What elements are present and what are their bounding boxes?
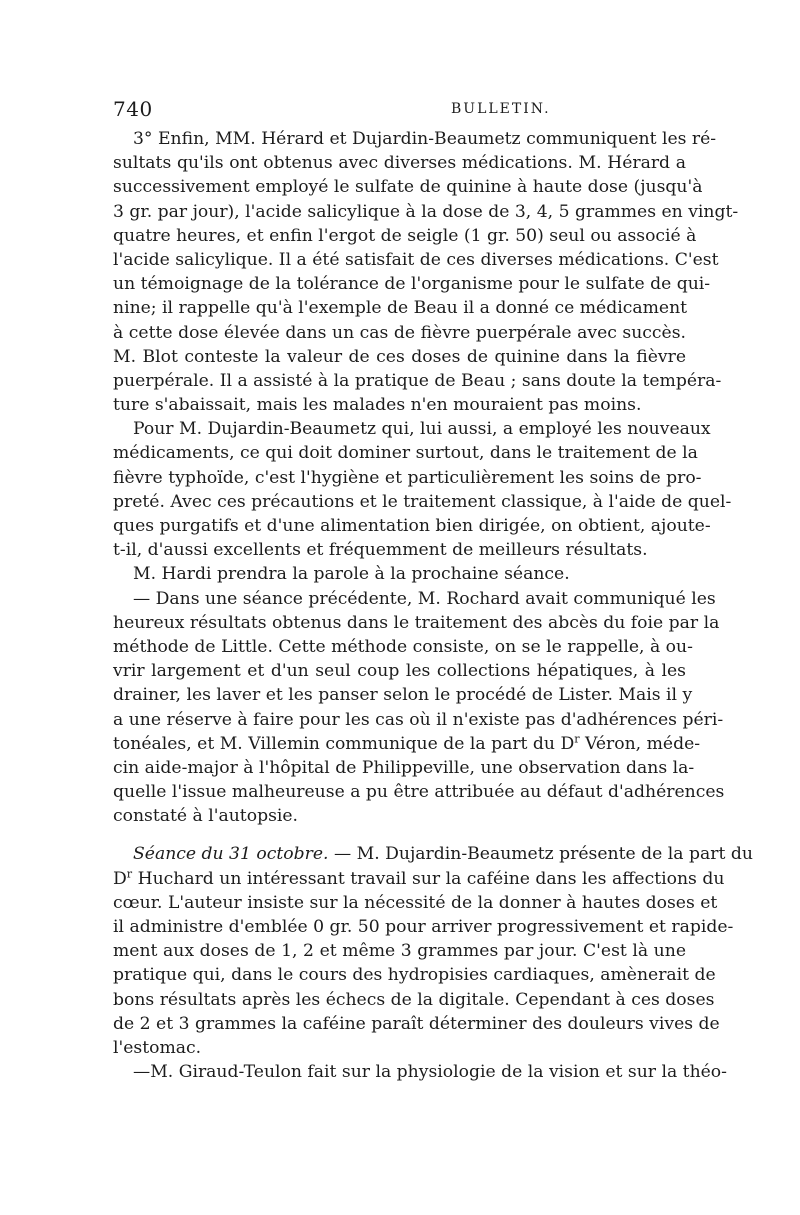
seance-label: Séance du 31 octobre.: [133, 844, 329, 865]
text-line: [113, 866, 725, 891]
page-header: [113, 97, 688, 127]
text-line: constaté à l'autopsie.: [113, 806, 299, 827]
superscript: r: [574, 731, 580, 745]
text-line: pratique qui, dans le cours des hydropisies cardiaques, amènerait de: [113, 965, 716, 986]
body-text: [113, 127, 753, 1084]
paragraph-2: [113, 417, 732, 562]
text-line: heureux résultats obtenus dans le traitement des abcès du foie par la: [113, 612, 720, 633]
text-line: quatre heures, et enfin l'ergot de seigle (1 gr. 50) seul ou associé à: [113, 225, 697, 246]
text-line: puerpérale. Il a assisté à la pratique de Beau ; sans doute la tempéra-: [113, 370, 722, 391]
text-line: M. Hardi prendra la parole à la prochaine séance.: [133, 564, 570, 585]
text-line: ture s'abaissait, mais les malades n'en mouraient pas moins.: [113, 395, 642, 416]
paragraph-5: [113, 842, 753, 1060]
text-line: ment aux doses de 1, 2 et même 3 grammes par jour. C'est là une: [113, 941, 686, 962]
text-line: un témoignage de la tolérance de l'organisme pour le sulfate de qui-: [113, 274, 711, 295]
text-segment: tonéales, et M. Villemin communique de la part du D: [113, 733, 575, 754]
text-line: 3 gr. par jour), l'acide salicylique à la dose de 3, 4, 5 grammes en vingt-: [113, 201, 739, 222]
text-line: médicaments, ce qui doit dominer surtout, dans le traitement de la: [113, 443, 698, 464]
text-line: cin aide-major à l'hôpital de Philippeville, une observation dans la-: [113, 757, 695, 778]
text-line: nine; il rappelle qu'à l'exemple de Beau il a donné ce médicament: [113, 298, 688, 319]
text-line: il administre d'emblée 0 gr. 50 pour arriver progressivement et rapide-: [113, 917, 734, 937]
paragraph-1: [113, 127, 739, 417]
text-line: quelle l'issue malheureuse a pu être attribuée au défaut d'adhérences: [113, 782, 725, 803]
text-line: a une réserve à faire pour les cas où il n'existe pas d'adhérences péri-: [113, 709, 724, 730]
page-number: 740: [113, 97, 153, 121]
text-line: — Dans une séance précédente, M. Rochard avait communiqué les: [133, 588, 716, 609]
paragraph-4: [113, 587, 725, 829]
superscript: r: [126, 866, 133, 880]
text-line: Pour M. Dujardin-Beaumetz qui, lui aussi, a employé les nouveaux: [133, 419, 711, 440]
text-line: bons résultats après les échecs de la digitale. Cependant à ces doses: [113, 989, 715, 1010]
section-gap: [113, 828, 686, 842]
text-line: 3° Enfin, MM. Hérard et Dujardin-Beaumetz communiquent les ré-: [133, 129, 717, 149]
text-line: de 2 et 3 grammes la caféine paraît déterminer des douleurs vives de: [113, 1013, 720, 1034]
text-line: l'acide salicylique. Il a été satisfait de ces diverses médications. C'est: [113, 249, 719, 270]
text-line: ques purgatifs et d'une alimentation bien dirigée, on obtient, ajoute-: [113, 516, 711, 536]
text-segment: Véron, méde-: [579, 733, 701, 754]
text-line: successivement employé le sulfate de quinine à haute dose (jusqu'à: [113, 177, 703, 198]
text-line: fièvre typhoïde, c'est l'hygiène et particulièrement les soins de pro-: [113, 467, 702, 488]
text-segment: — M. Dujardin-Beaumetz présente de la part du: [328, 844, 753, 865]
paragraph-6: [113, 1060, 727, 1084]
text-segment: D: [113, 868, 127, 889]
text-line: M. Blot conteste la valeur de ces doses de quinine dans la fièvre: [113, 346, 686, 367]
text-line: méthode de Little. Cette méthode consiste, on se le rappelle, à ou-: [113, 636, 693, 657]
text-segment: Huchard un intéressant travail sur la caféine dans les affections du: [132, 868, 725, 889]
text-line: vrir largement et d'un seul coup les collections hépatiques, à les: [113, 661, 686, 682]
text-line: sultats qu'ils ont obtenus avec diverses médications. M. Hérard a: [113, 153, 686, 174]
text-line: —M. Giraud-Teulon fait sur la physiologie de la vision et sur la théo-: [133, 1062, 727, 1083]
running-head: BULLETIN.: [451, 101, 551, 117]
text-line: drainer, les laver et les panser selon le procédé de Lister. Mais il y: [113, 685, 693, 706]
text-line: l'estomac.: [113, 1037, 202, 1058]
text-line: à cette dose élevée dans un cas de fièvre puerpérale avec succès.: [113, 322, 686, 343]
text-line: cœur. L'auteur insiste sur la nécessité de la donner à hautes doses et: [113, 892, 718, 913]
text-line: [113, 731, 701, 756]
text-line: t-il, d'aussi excellents et fréquemment de meilleurs résultats.: [113, 540, 648, 561]
text-line: [113, 842, 753, 866]
paragraph-3: [113, 562, 686, 586]
text-line: preté. Avec ces précautions et le traitement classique, à l'aide de quel-: [113, 491, 732, 512]
